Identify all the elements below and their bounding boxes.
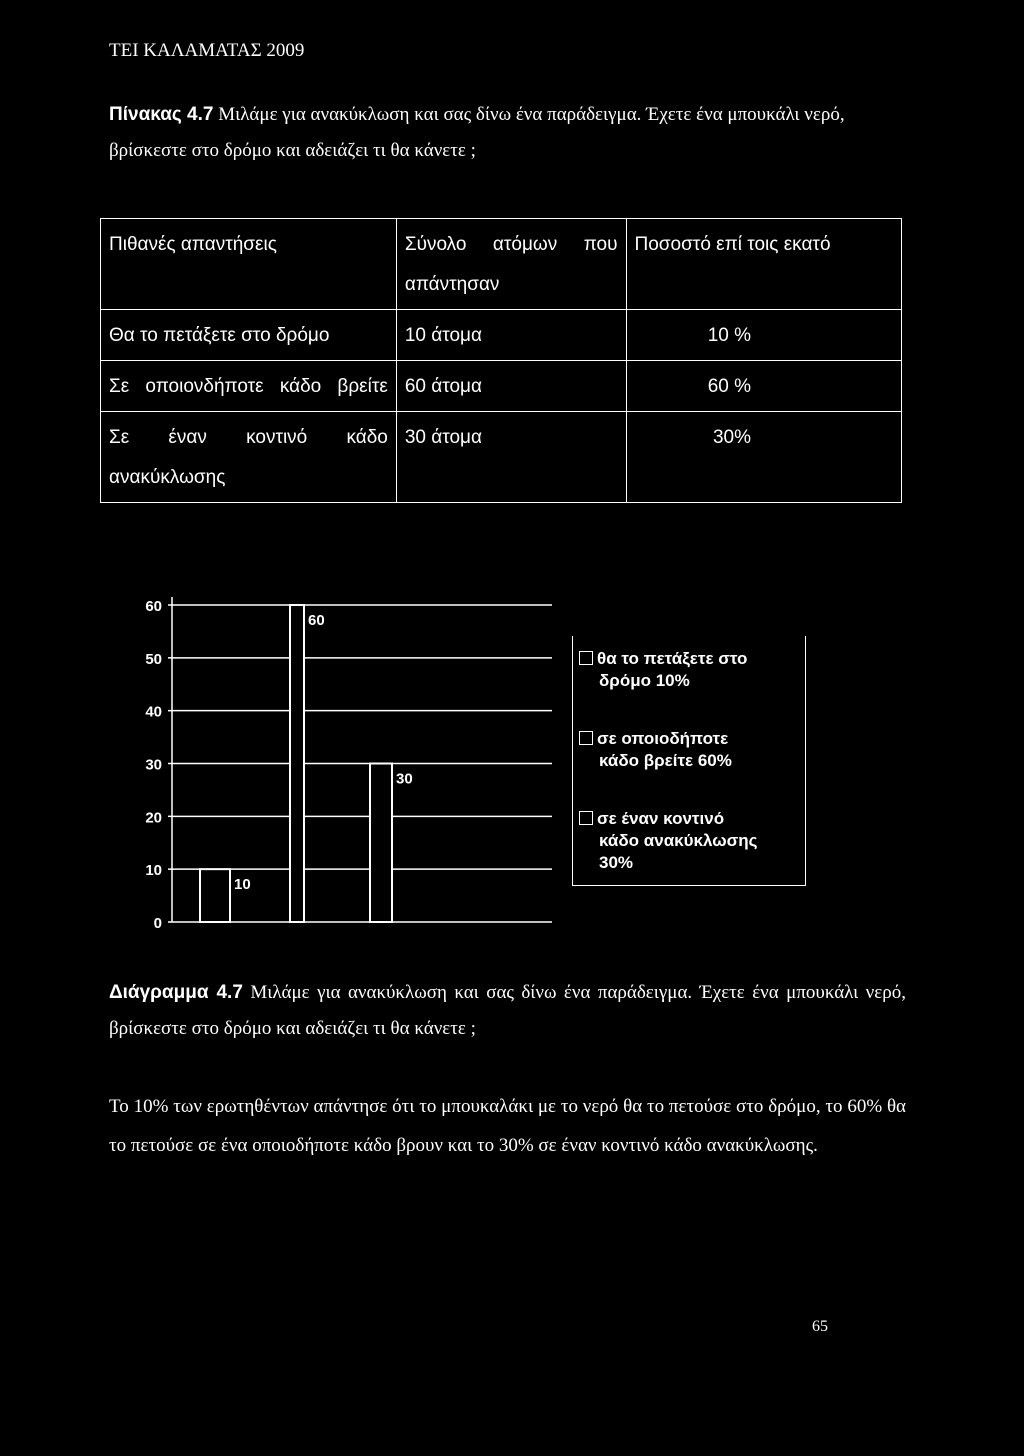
legend-text: σε έναν κοντινό	[597, 809, 725, 828]
table-cell: 30%	[626, 412, 901, 503]
table-label: Πίνακας 4.7	[109, 104, 214, 125]
legend-text: σε οποιοδήποτε	[597, 729, 729, 748]
table-row	[101, 361, 902, 412]
header-cell-total	[396, 219, 626, 310]
table-cell: 10 άτομα	[396, 310, 626, 361]
y-tick-label: 40	[145, 703, 162, 721]
y-tick-label: 60	[145, 598, 162, 615]
table-header-row	[101, 219, 902, 310]
legend-text: κάδο ανακύκλωσης	[599, 831, 758, 850]
figure-caption-text: Μιλάμε για ανακύκλωση και σας δίνω ένα παράδειγμα. Έχετε ένα μπουκάλι νερό, βρίσκεστε στο δρόμο και αδειάζει τι θα κάνετε ;	[109, 982, 906, 1039]
y-tick-label: 10	[145, 862, 162, 880]
page-header: ΤΕΙ ΚΑΛΑΜΑΤΑΣ 2009	[109, 40, 305, 61]
figure-label: Διάγραμμα 4.7	[109, 982, 243, 1003]
bar-data-label: 60	[308, 612, 325, 629]
y-tick-label: 50	[145, 650, 162, 668]
legend-swatch	[579, 731, 593, 745]
legend-swatch	[579, 811, 593, 825]
legend-text: θα το πετάξετε στο	[597, 649, 748, 668]
table-cell: Θα το πετάξετε στο δρόμο	[101, 310, 397, 361]
table-row	[101, 412, 902, 503]
table-title	[109, 97, 909, 169]
legend-item	[579, 808, 757, 874]
legend-item	[579, 728, 732, 772]
y-tick-label: 30	[145, 756, 162, 774]
table-title-text: Μιλάμε για ανακύκλωση και σας δίνω ένα παράδειγμα. Έχετε ένα μπουκάλι νερό, βρίσκεστε στο δρόμο και αδειάζει τι θα κάνετε ;	[109, 104, 845, 161]
table-cell-text: Σε έναν κοντινό κάδο ανακύκλωσης	[109, 427, 388, 488]
header-total-text: Σύνολο ατόμων που απάντησαν	[404, 234, 618, 295]
table-cell-text: Σε οποιονδήποτε κάδο βρείτε	[109, 376, 388, 397]
bar	[290, 605, 304, 922]
page-number: 65	[812, 1318, 828, 1335]
table-cell: 30 άτομα	[396, 412, 626, 503]
table-cell	[101, 412, 397, 503]
table-cell: 60 άτομα	[396, 361, 626, 412]
header-cell-percent: Ποσοστό επί τοις εκατό	[626, 219, 901, 310]
table-cell	[101, 361, 397, 412]
legend-item	[579, 648, 747, 692]
legend-swatch	[579, 651, 593, 665]
figure-caption	[109, 975, 906, 1047]
legend-text: κάδο βρείτε 60%	[599, 751, 732, 770]
legend-text: δρόμο 10%	[599, 671, 690, 690]
bar-data-label: 10	[234, 876, 251, 894]
table-cell: 60 %	[626, 361, 901, 412]
table-cell: 10 %	[626, 310, 901, 361]
conclusion-paragraph: Το 10% των ερωτηθέντων απάντησε ότι το μπουκαλάκι με το νερό θα το πετούσε στο δρόμο, το 60% θα το πετούσε σε ένα οποιοδήποτε κάδο βρουν και το 30% σε έναν κοντινό κάδο ανακύκλωσης.	[109, 1096, 906, 1156]
header-cell-answers: Πιθανές απαντήσεις	[101, 219, 397, 310]
bar-data-label: 30	[396, 770, 413, 788]
bar-chart	[120, 585, 560, 935]
chart-legend	[572, 636, 806, 886]
y-tick-label: 20	[145, 809, 162, 827]
results-table	[100, 218, 902, 503]
bar	[370, 764, 392, 923]
bar	[200, 869, 230, 922]
table-row	[101, 310, 902, 361]
y-tick-label: 0	[153, 915, 162, 932]
legend-text: 30%	[599, 853, 634, 872]
